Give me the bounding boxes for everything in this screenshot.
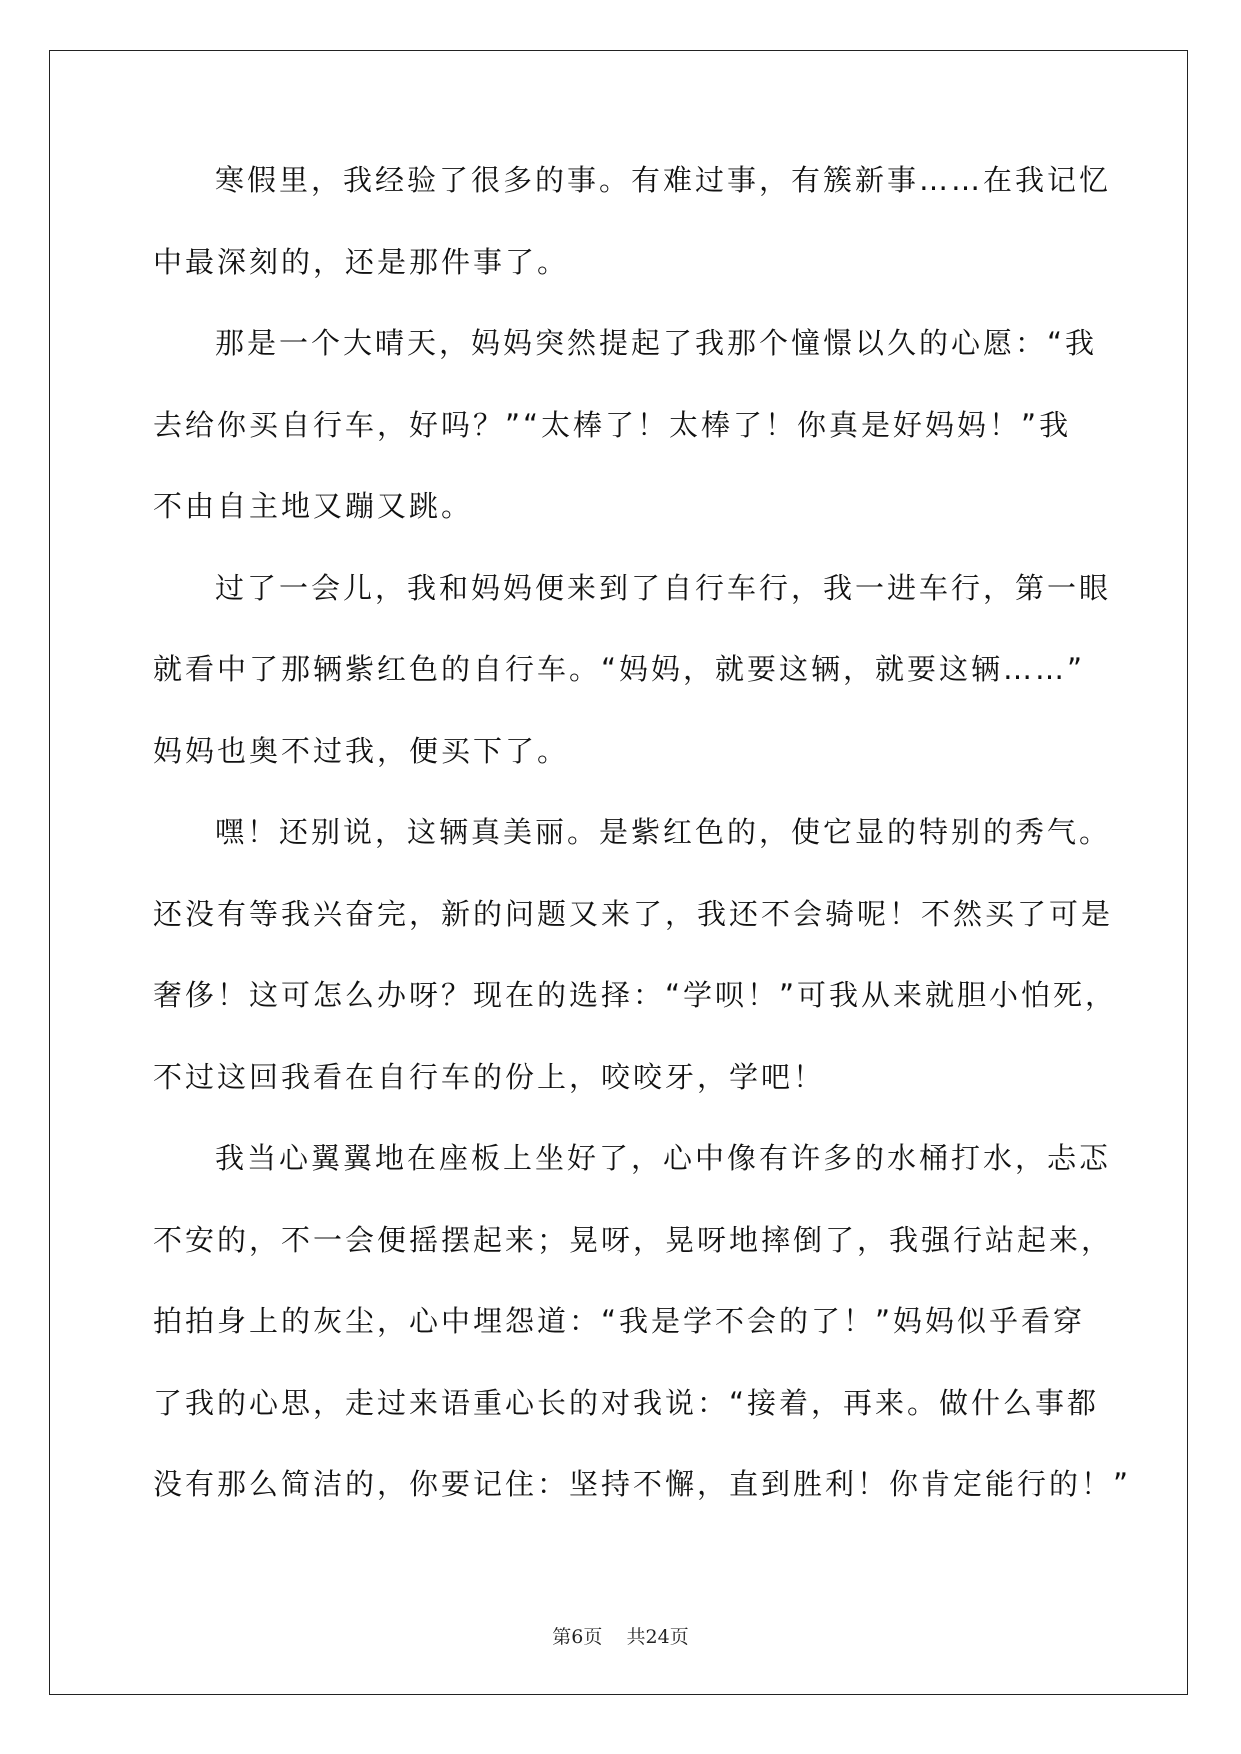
text-line: 嘿！还别说，这辆真美丽。是紫红色的，使它显的特别的秀气。 [215,815,1112,849]
document-body [153,160,1132,1546]
text-line: 那是一个大晴天，妈妈突然提起了我那个憧憬以久的心愿：“我 [215,326,1098,360]
text-line: 没有那么简洁的，你要记住：坚持不懈，直到胜利！你肯定能行的！” [153,1467,1132,1501]
text-line: 妈妈也奥不过我，便买下了。 [153,733,570,768]
text-line: 拍拍身上的灰尘，心中埋怨道：“我是学不会的了！”妈妈似乎看穿 [153,1304,1086,1338]
text-line: 奢侈！这可怎么办呀？现在的选择：“学呗！”可我从来就胆小怕死， [153,978,1118,1012]
page-number: 第6页 [552,1626,603,1648]
text-line: 不由自主地又蹦又跳。 [153,489,474,523]
text-line: 过了一会儿，我和妈妈便来到了自行车行，我一进车行，第一眼 [215,570,1112,605]
text-line: 我当心翼翼地在座板上坐好了，心中像有许多的水桶打水，忐忑 [215,1141,1112,1175]
text-line: 不过这回我看在自行车的份上，咬咬牙，学吧！ [153,1059,826,1094]
text-line: 还没有等我兴奋完，新的问题又来了，我还不会骑呢！不然买了可是 [153,896,1114,931]
text-line: 去给你买自行车，好吗？”“太棒了！太棒了！你真是好妈妈！”我 [153,407,1072,442]
text-line: 寒假里，我经验了很多的事。有难过事，有簇新事……在我记忆 [215,163,1112,197]
text-line: 中最深刻的，还是那件事了。 [153,244,570,279]
text-line: 就看中了那辆紫红色的自行车。“妈妈，就要这辆，就要这辆……” [153,652,1086,686]
page-footer [0,1622,1241,1649]
page-total: 共24页 [626,1626,689,1648]
text-line: 了我的心思，走过来语重心长的对我说：“接着，再来。做什么事都 [153,1385,1100,1420]
text-line: 不安的，不一会便摇摆起来；晃呀，晃呀地摔倒了，我强行站起来， [153,1222,1114,1257]
